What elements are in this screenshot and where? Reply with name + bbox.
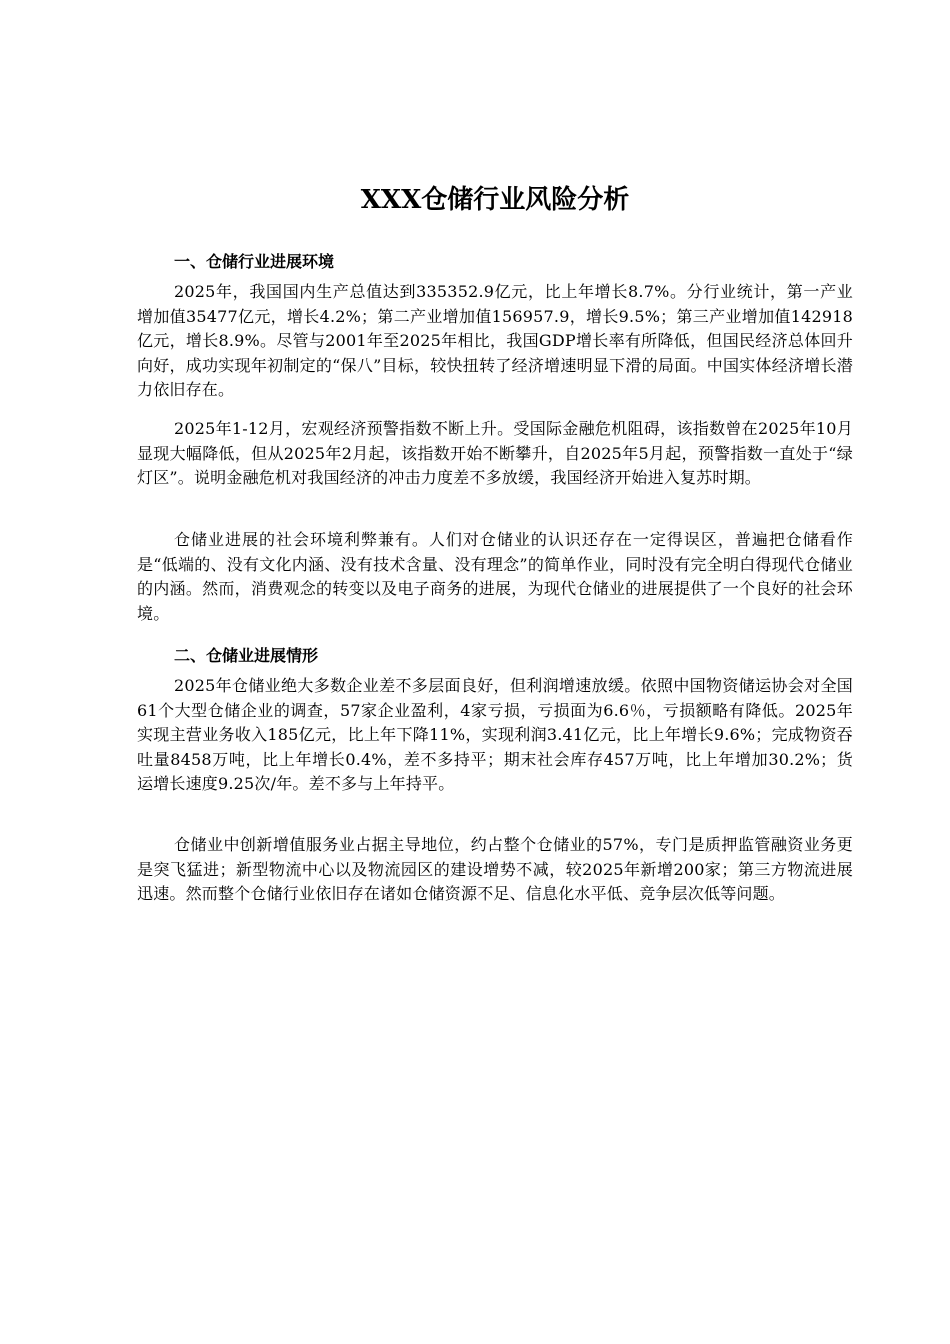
paragraph: 2025年1-12月，宏观经济预警指数不断上升。受国际金融危机阻碍，该指数曾在2025年10月显现大幅降低，但从2025年2月起，该指数开始不断攀升，自2025年5月起，预警指数一直处于“绿灯区”。说明金融危机对我国经济的冲击力度差不多放缓，我国经济开始进入复苏时期。	[137, 419, 853, 487]
paragraph: 仓储业中创新增值服务业占据主导地位，约占整个仓储业的57%，专门是质押监管融资业务更是突飞猛进；新型物流中心以及物流园区的建设增势不减，较2025年新增200家；第三方物流进展迅速。然而整个仓储行业依旧存在诸如仓储资源不足、信息化水平低、竞争层次低等问题。	[137, 835, 853, 903]
paragraph: 2025年，我国国内生产总值达到335352.9亿元，比上年增长8.7%。分行业统计，第一产业增加值35477亿元，增长4.2%；第二产业增加值156957.9，增长9.5%；第三产业增加值142918亿元，增长8.9%。尽管与2001年至2025年相比，我国GDP增长率有所降低，但国民经济总体回升向好，成功实现年初制定的“保八”目标，较快扭转了经济增速明显下滑的局面。中国实体经济增长潜力依旧存在。	[137, 282, 853, 399]
section-heading-environment: 一、仓储行业进展环境	[174, 252, 335, 271]
paragraph: 仓储业进展的社会环境利弊兼有。人们对仓储业的认识还存在一定得误区，普遍把仓储看作是“低端的、没有文化内涵、没有技术含量、没有理念”的简单作业，同时没有完全明白得现代仓储业的内涵。然而，消费观念的转变以及电子商务的进展，为现代仓储业的进展提供了一个良好的社会环境。	[137, 530, 853, 623]
section-heading-situation: 二、仓储业进展情形	[174, 646, 319, 665]
document-title: XXX仓储行业风险分析	[360, 185, 630, 215]
paragraph: 2025年仓储业绝大多数企业差不多层面良好，但利润增速放缓。依照中国物资储运协会对全国61个大型仓储企业的调查，57家企业盈利，4家亏损，亏损面为6.6％，亏损额略有降低。2025年实现主营业务收入185亿元，比上年下降11%，实现利润3.41亿元，比上年增长9.6%；完成物资吞吐量8458万吨，比上年增长0.4%，差不多持平；期末社会库存457万吨，比上年增加30.2%；货运增长速度9.25次/年。差不多与上年持平。	[137, 676, 853, 793]
